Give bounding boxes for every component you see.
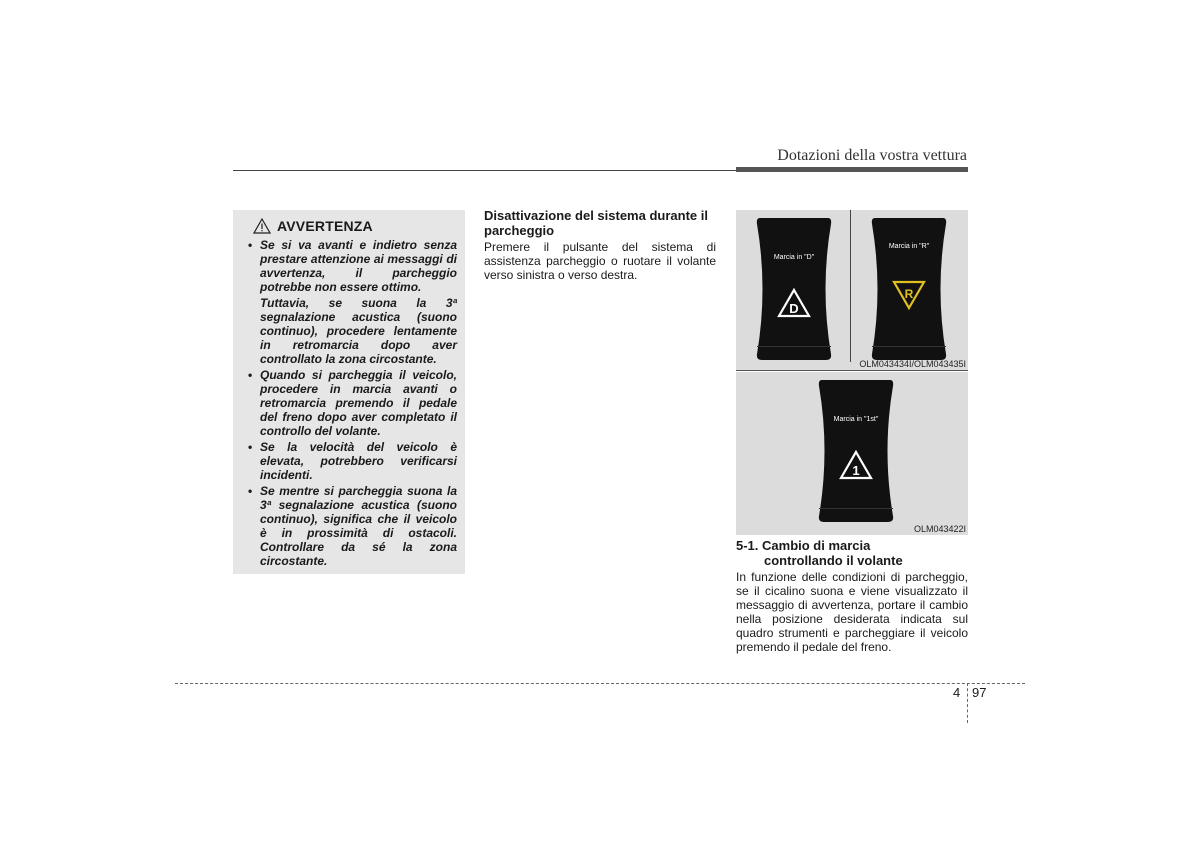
warning-item [249,238,457,366]
section-heading: Disattivazione del sistema durante il parcheggio [484,208,708,238]
footer-rule [175,683,1025,684]
warning-item [249,368,457,438]
page-number: 97 [972,685,987,700]
deactivate-section [484,208,716,282]
warning-item-text: Se la velocità del veicolo è elevata, potrebbero verificarsi incidenti. [260,440,457,482]
gear-section [736,538,968,654]
figure-drive-reverse [736,210,968,370]
chapter-number: 4 [953,685,961,700]
warning-item-text: Se si va avanti e indietro senza prestare attenzione ai messaggi di avvertenza, il parcheggio potrebbe non essere ottimo. [260,238,457,294]
figure-caption: OLM043422I [913,524,966,534]
warning-list [241,238,457,568]
first-gear-panel-label: Marcia in "1st" [833,416,879,423]
running-header: Dotazioni della vostra vettura [777,147,967,164]
drive-panel-label: Marcia in "D" [773,254,815,261]
reverse-display-panel [869,218,949,360]
warning-triangle-icon [253,218,271,234]
figure-caption: OLM043434I/OLM043435I [859,359,966,369]
reverse-panel-label: Marcia in "R" [888,243,930,250]
reverse-symbol: R [904,287,914,301]
warning-item-subtext: Tuttavia, se suona la 3ª segnalazione acustica (suono continuo), procedere lentamente in retromarcia dopo aver controllato la zona circostante. [260,296,457,366]
warning-box [233,210,465,574]
section-heading-line1: 5-1. Cambio di marcia [736,538,871,553]
figure-divider [850,210,851,362]
drive-symbol: D [789,301,799,316]
section-heading-line2: controllando il volante [764,553,903,568]
warning-header [253,218,457,234]
header-rule [233,170,736,171]
warning-item [249,440,457,482]
warning-title: AVVERTENZA [277,218,373,234]
drive-display-panel [754,218,834,360]
header-bar [736,167,968,172]
section-heading [736,538,968,568]
section-body: In funzione delle condizioni di parcheggio, se il cicalino suona e viene visualizzato il messaggio di avvertenza, portare il cambio nella posizione desiderata indicata sul quadro strumenti e parcheggiare il veicolo premendo il pedale del freno. [736,570,968,654]
warning-item [249,484,457,568]
warning-item-text: Quando si parcheggia il veicolo, procedere in marcia avanti o retromarcia premendo il pedale del freno dopo aver completato il controllo del volante. [260,368,457,438]
first-gear-symbol: 1 [852,463,860,478]
first-gear-display-panel [816,380,896,522]
figure-rule [736,370,968,371]
warning-item-text: Se mentre si parcheggia suona la 3ª segnalazione acustica (suono continuo), significa che il veicolo è in prossimità di ostacoli. Controllare da sé la zona circostante. [260,484,457,568]
section-body: Premere il pulsante del sistema di assistenza parcheggio o ruotare il volante verso sinistra o verso destra. [484,240,716,282]
figure-first-gear [736,372,968,535]
footer-separator [967,683,968,723]
